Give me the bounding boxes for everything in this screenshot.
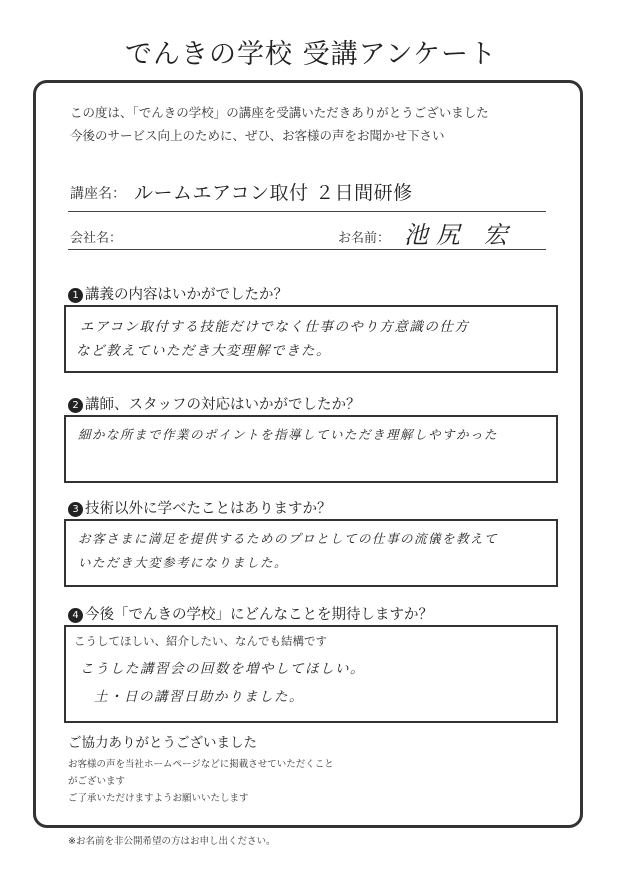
question-1-text: 講義の内容はいかがでしたか？ [85,287,288,303]
question-1-number: 1 [68,288,83,303]
answer-2-line-1: 細かな所まで作業のポイントを指導していただき理解しやすかった [78,427,499,442]
question-2-text: 講師、スタッフの対応はいかがでしたか？ [85,397,361,413]
intro-text [70,101,489,147]
name-value: 池尻 宏 [404,221,516,249]
question-2 [68,393,361,414]
question-2-number: 2 [68,398,83,413]
answer-4-line-2: 土・日の講習日助かりました。 [94,689,304,705]
footer-note: ※お名前を非公開希望の方はお申し出ください。 [68,836,276,847]
course-label: 講座名： [70,186,126,202]
course-name: ルームエアコン取付 ２日間研修 [134,182,413,204]
name-label: お名前： [338,231,391,246]
answer-box-1 [64,305,558,373]
answer-4-line-1: こうした講習会の回数を増やしてほしい。 [80,661,365,677]
fine-print-2: がございます [68,776,126,787]
answer-box-2 [64,415,558,483]
page-title: でんきの学校 受講アンケート [125,39,497,70]
question-3-text: 技術以外に学べたことはありますか？ [85,501,332,517]
survey-frame [33,80,583,828]
course-field [68,175,546,212]
answer-box-4 [64,625,558,723]
thanks-text: ご協力ありがとうございました [68,735,257,751]
question-4 [68,603,433,624]
info-field [68,217,546,250]
answer-3-line-1: お客さまに満足を提供するためのプロとしての仕事の流儀を教えて [78,531,499,546]
answer-1-line-1: エアコン取付する技能だけでなく仕事のやり方意識の仕方 [80,319,470,335]
question-3-number: 3 [68,502,83,517]
intro-line-1: この度は、「でんきの学校」の講座を受講いただきありがとうございました [70,105,489,120]
question-3 [68,497,332,518]
question-4-hint: こうしてほしい、紹介したい、なんでも結構です [74,634,327,648]
answer-1-line-2: など教えていただき大変理解できた。 [76,343,331,359]
intro-line-2: 今後のサービス向上のために、ぜひ、お客様の声をお聞かせ下さい [70,128,445,143]
answer-3-line-2: いただき大変参考になりました。 [78,555,289,570]
company-label: 会社名： [70,231,123,246]
question-4-text: 今後「でんきの学校」にどんなことを期待しますか？ [85,607,433,623]
fine-print-3: ご了承いただけますようお願いいたします [68,793,249,804]
answer-box-3 [64,519,558,587]
question-1 [68,283,288,304]
question-4-number: 4 [68,608,83,623]
fine-print-1: お客様の声を当社ホームページなどに掲載させていただくこと [68,759,334,770]
